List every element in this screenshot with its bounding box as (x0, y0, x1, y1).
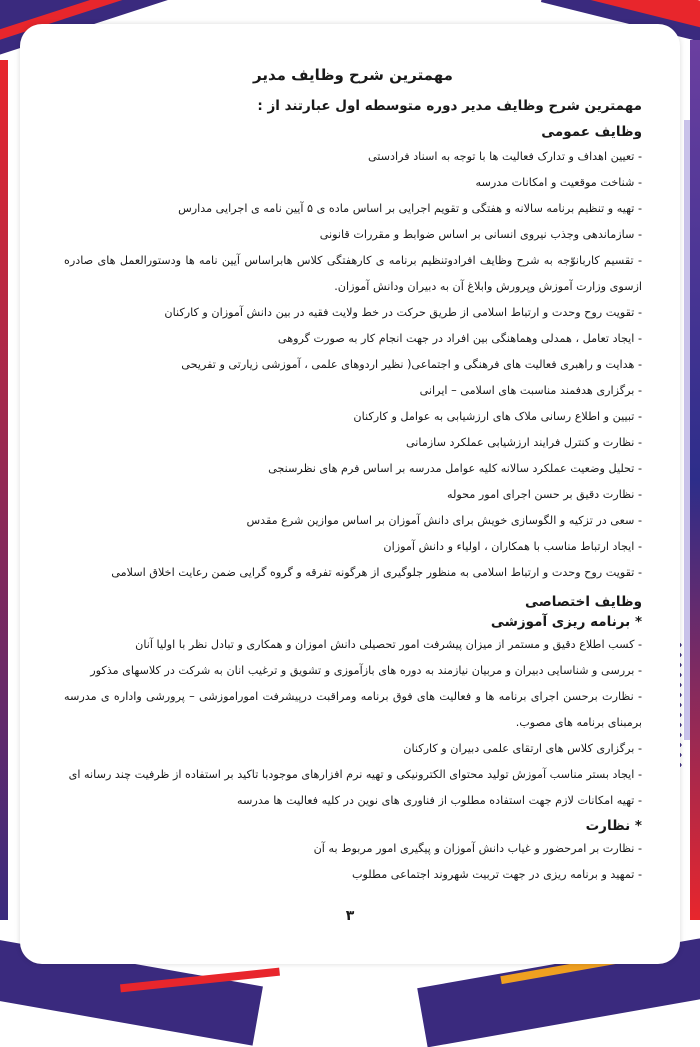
list-item: - کسب اطلاع دقیق و مستمر از میزان پیشرفت امور تحصیلی دانش اموزان و همکاری و تبادل نظر با اولیا آنان (135, 638, 642, 651)
decorative-border-left (0, 60, 8, 920)
section-specific-heading: وظایف اختصاصی (525, 594, 642, 610)
list-item: - تهیه امکانات لازم جهت استفاده مطلوب از فناوری های نوین در کلیه فعالیت ها مدرسه (237, 794, 642, 807)
list-item: - هدایت و راهبری فعالیت های فرهنگی و اجتماعی( نظیر اردوهای علمی ، آموزشی زیارتی و تفریحی (181, 358, 642, 371)
list-item: - تبیین و اطلاع رسانی ملاک های ارزشیابی به عوامل و کارکنان (353, 410, 642, 423)
general-duties-list (64, 144, 642, 586)
decorative-border-right-light (684, 120, 690, 740)
list-item: - سعی در تزکیه و الگوسازی خویش برای دانش آموزان بر اساس موازین شرع مقدس (246, 514, 642, 527)
list-item: - تحلیل وضعیت عملکرد سالانه کلیه عوامل مدرسه بر اساس فرم های نظرسنجی (268, 462, 642, 475)
list-item: - ایجاد ارتباط مناسب با همکاران ، اولیاء و دانش آموزان (383, 540, 642, 553)
list-item: - بررسی و شناسایی دبیران و مربیان نیازمند به دوره های بازآموزی و تشویق و ترغیب انان به شرکت در کلاسهای مذکور (90, 664, 642, 677)
list-item: - تقویت روح وحدت و ارتباط اسلامی از طریق حرکت در خط ولایت فقیه در بین دانش آموزان و کارکنان (164, 306, 642, 319)
page-title: مهمترین شرح وظایف مدیر (253, 66, 453, 84)
list-item: - ایجاد بستر مناسب آموزش تولید محتوای الکترونیکی و تهیه نرم افزارهای موجودبا تاکید بر استفاده از ظرفیت چند رسانه ای (68, 768, 642, 781)
list-item: - برگزاری کلاس های ارتقای علمی دبیران و کارکنان (403, 742, 642, 755)
list-item: - نظارت بر امرحضور و غیاب دانش آموزان و پیگیری امور مربوط به آن (313, 842, 642, 855)
page-number: ۳ (345, 908, 355, 924)
list-item: - تمهید و برنامه ریزی در جهت تربیت شهروند اجتماعی مطلوب (352, 868, 642, 881)
list-item: - شناخت موقعیت و امکانات مدرسه (475, 176, 642, 189)
list-item: - تقویت روح وحدت و ارتباط اسلامی به منظور جلوگیری از هرگونه تفرقه و گروه گرایی ضمن رعایت اخلاق اسلامی (111, 566, 642, 579)
list-item: - ایجاد تعامل ، همدلی وهماهنگی بین افراد در جهت انجام کار به صورت گروهی (277, 332, 642, 345)
list-item: - تهیه و تنظیم برنامه سالانه و هفتگی و تقویم اجرایی بر اساس ماده ی ۵ آیین نامه ی اجرایی مدارس (178, 202, 642, 215)
subsection-planning-heading: * برنامه ریزی آموزشی (490, 614, 642, 630)
list-item: - تقسیم کاربانوّجه به شرح وظایف افرادوتنظیم برنامه ی کارهفتگی کلاس هابراساس آیین نامه ها ودستورالعمل های صادره ازسوی وزارت آموزش وپرورش وابلاغ آن به دبیران ودانش آموزان. (64, 254, 642, 293)
list-item: - سازماندهی وجذب نیروی انسانی بر اساس ضوابط و مقررات قانونی (319, 228, 642, 241)
list-item: - نظارت و کنترل فرایند ارزشیابی عملکرد سازمانی (405, 436, 642, 449)
section-general-heading: وظایف عمومی (541, 124, 642, 140)
document-page (20, 24, 680, 964)
supervision-duties-list (64, 836, 642, 888)
list-item: - تعیین اهداف و تدارک فعالیت ها با توجه به اسناد فرادستی (367, 150, 642, 163)
list-item: - نظارت دقیق بر حسن اجرای امور محوله (446, 488, 642, 501)
list-item: - نظارت برحسن اجرای برنامه ها و فعالیت های فوق برنامه ومراقبت درپیشرفت اموراموزشی – پرورشی واداره ی مدرسه برمبنای برنامه های مصوب. (64, 690, 642, 729)
document-content (64, 66, 642, 888)
page-subtitle: مهمترین شرح وظایف مدیر دوره متوسطه اول عبارتند از : (257, 98, 642, 114)
list-item: - برگزاری هدفمند مناسبت های اسلامی – ایرانی (419, 384, 642, 397)
subsection-supervision-heading: * نظارت (585, 818, 642, 834)
planning-duties-list (64, 632, 642, 814)
decorative-border-right (690, 40, 700, 920)
